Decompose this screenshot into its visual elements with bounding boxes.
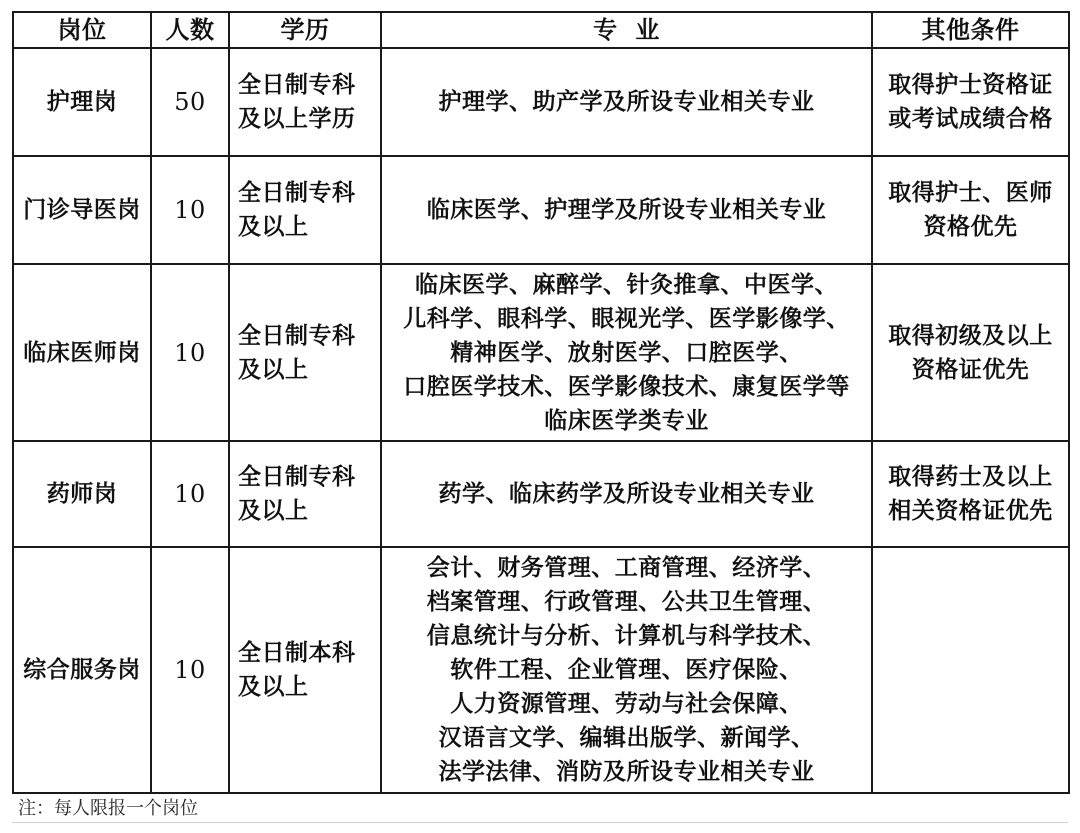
cell-position: 药师岗: [13, 441, 151, 547]
cell-major: 临床医学、麻醉学、针灸推拿、中医学、 儿科学、眼科学、眼视光学、医学影像学、 精神医学、放射医学、口腔医学、 口腔医学技术、医学影像技术、康复医学等 临床医学类专业: [381, 264, 872, 441]
cell-conditions: 取得初级及以上 资格证优先: [872, 264, 1069, 441]
cell-conditions: 取得药士及以上 相关资格证优先: [872, 441, 1069, 547]
header-position: 岗位: [13, 12, 151, 48]
cell-count: 10: [151, 441, 229, 547]
table-row: [13, 264, 1069, 441]
table-row: [13, 547, 1069, 793]
cell-education: 全日制专科 及以上: [229, 441, 381, 547]
header-count: 人数: [151, 12, 229, 48]
header-major: 专 业: [381, 12, 872, 48]
cell-major: 护理学、助产学及所设专业相关专业: [381, 48, 872, 156]
cell-education: 全日制本科 及以上: [229, 547, 381, 793]
header-conditions: 其他条件: [872, 12, 1069, 48]
cell-count: 10: [151, 264, 229, 441]
cell-count: 50: [151, 48, 229, 156]
cell-education: 全日制专科 及以上学历: [229, 48, 381, 156]
cell-count: 10: [151, 547, 229, 793]
cell-count: 10: [151, 156, 229, 264]
header-education: 学历: [229, 12, 381, 48]
footnote: 注：每人限报一个岗位: [12, 796, 1068, 823]
cell-education: 全日制专科 及以上: [229, 156, 381, 264]
cell-position: 临床医师岗: [13, 264, 151, 441]
positions-table: [12, 11, 1070, 794]
cell-position: 综合服务岗: [13, 547, 151, 793]
table-row: [13, 441, 1069, 547]
cell-major: 临床医学、护理学及所设专业相关专业: [381, 156, 872, 264]
table-header-row: [13, 12, 1069, 48]
cell-education: 全日制专科 及以上: [229, 264, 381, 441]
cell-conditions: 取得护士资格证 或考试成绩合格: [872, 48, 1069, 156]
cell-major: 会计、财务管理、工商管理、经济学、 档案管理、行政管理、公共卫生管理、 信息统计与分析、计算机与科学技术、 软件工程、企业管理、医疗保险、 人力资源管理、劳动与社会保障、 汉语言文学、编辑出版学、新闻学、 法学法律、消防及所设专业相关专业: [381, 547, 872, 793]
cell-position: 门诊导医岗: [13, 156, 151, 264]
table-row: [13, 48, 1069, 156]
cell-conditions: 取得护士、医师 资格优先: [872, 156, 1069, 264]
cell-conditions: [872, 547, 1069, 793]
cell-position: 护理岗: [13, 48, 151, 156]
recruitment-table-document: [12, 11, 1068, 823]
cell-major: 药学、临床药学及所设专业相关专业: [381, 441, 872, 547]
table-row: [13, 156, 1069, 264]
